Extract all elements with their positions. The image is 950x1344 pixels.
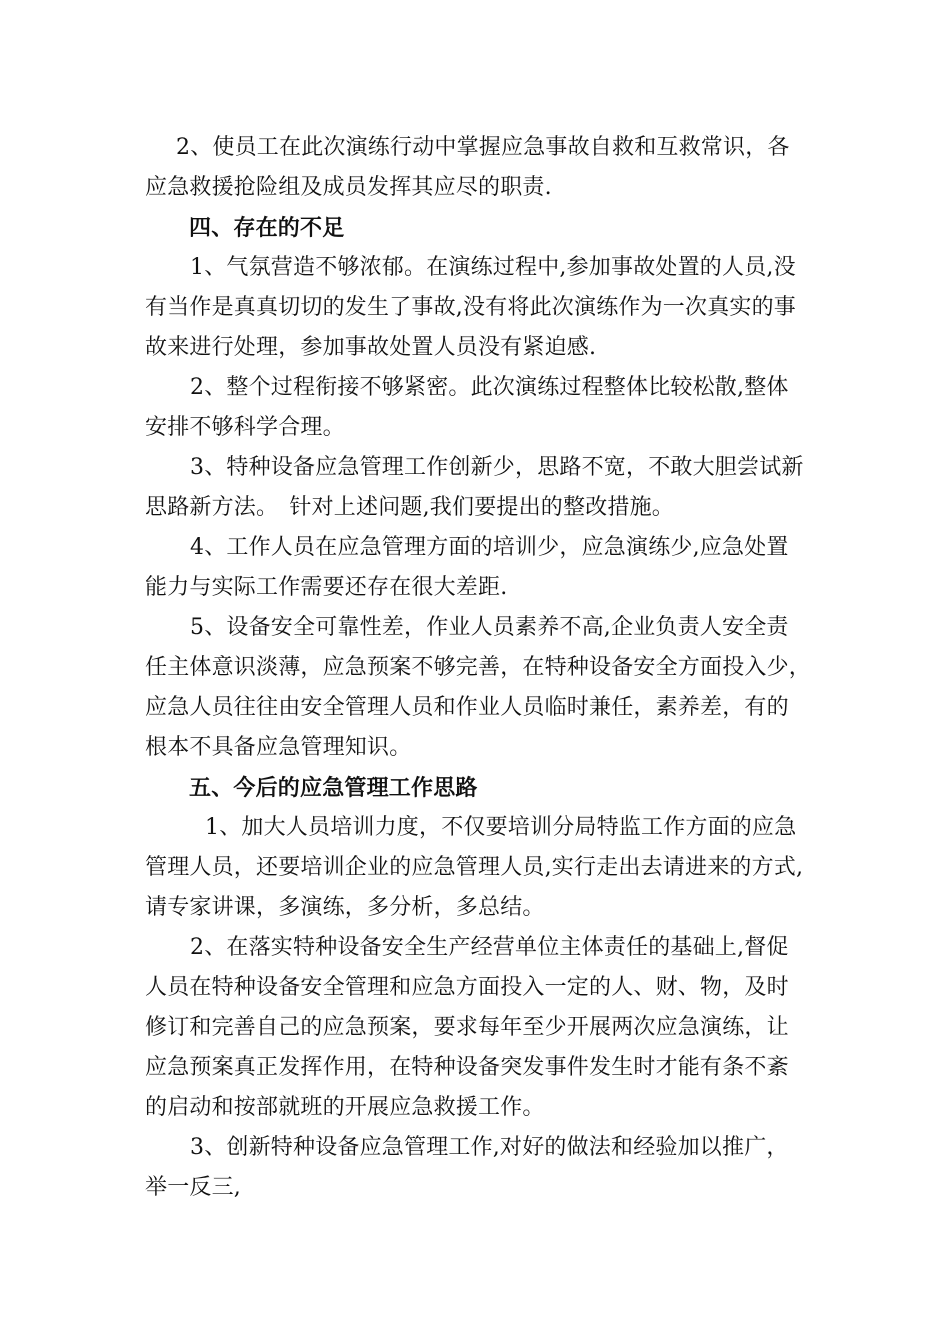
measure-2-line-5: 的启动和按部就班的开展应急救援工作。: [145, 1095, 545, 1120]
shortcoming-1-line-3: 故来进行处理，参加事故处置人员没有紧迫感.: [145, 335, 597, 360]
measure-3-line-2: 举一反三,: [145, 1175, 241, 1200]
shortcoming-2-line-2: 安排不够科学合理。: [145, 415, 345, 440]
shortcoming-4-line-1: 4、工作人员在应急管理方面的培训少，应急演练少,应急处置: [190, 535, 789, 560]
measure-3-line-1: 3、创新特种设备应急管理工作,对好的做法和经验加以推广，: [190, 1135, 789, 1160]
paragraph-2-line-2: 应急救援抢险组及成员发挥其应尽的职责.: [145, 175, 552, 200]
section-heading-shortcomings: 四、存在的不足: [189, 215, 345, 241]
measure-2-line-3: 修订和完善自己的应急预案，要求每年至少开展两次应急演练，让: [145, 1015, 789, 1040]
shortcoming-3-line-2: 思路新方法。 针对上述问题,我们要提出的整改措施。: [145, 495, 674, 520]
shortcoming-5-line-3: 应急人员往往由安全管理人员和作业人员临时兼任，素养差，有的: [145, 695, 789, 720]
shortcoming-5-line-4: 根本不具备应急管理知识。: [145, 735, 412, 760]
section-heading-future-work: 五、今后的应急管理工作思路: [189, 775, 478, 801]
measure-1-line-1: 1、加大人员培训力度，不仅要培训分局特监工作方面的应急: [205, 815, 797, 840]
shortcoming-1-line-1: 1、气氛营造不够浓郁。在演练过程中,参加事故处置的人员,没: [190, 255, 796, 280]
shortcoming-5-line-2: 任主体意识淡薄，应急预案不够完善，在特种设备安全方面投入少，: [145, 655, 812, 680]
shortcoming-3-line-1: 3、特种设备应急管理工作创新少，思路不宽，不敢大胆尝试新: [190, 455, 804, 480]
measure-2-line-4: 应急预案真正发挥作用，在特种设备突发事件发生时才能有条不紊: [145, 1055, 789, 1080]
measure-1-line-3: 请专家讲课，多演练，多分析，多总结。: [145, 895, 545, 920]
paragraph-2-line-1: 2、使员工在此次演练行动中掌握应急事故自救和互救常识，各: [176, 135, 790, 160]
measure-2-line-1: 2、在落实特种设备安全生产经营单位主体责任的基础上,督促: [190, 935, 789, 960]
shortcoming-1-line-2: 有当作是真真切切的发生了事故,没有将此次演练作为一次真实的事: [145, 295, 796, 320]
shortcoming-4-line-2: 能力与实际工作需要还存在很大差距.: [145, 575, 508, 600]
shortcoming-5-line-1: 5、设备安全可靠性差，作业人员素养不高,企业负责人安全责: [190, 615, 789, 640]
measure-2-line-2: 人员在特种设备安全管理和应急方面投入一定的人、财、物，及时: [145, 975, 789, 1000]
shortcoming-2-line-1: 2、整个过程衔接不够紧密。此次演练过程整体比较松散,整体: [190, 375, 789, 400]
measure-1-line-2: 管理人员，还要培训企业的应急管理人员,实行走出去请进来的方式,: [145, 855, 804, 880]
